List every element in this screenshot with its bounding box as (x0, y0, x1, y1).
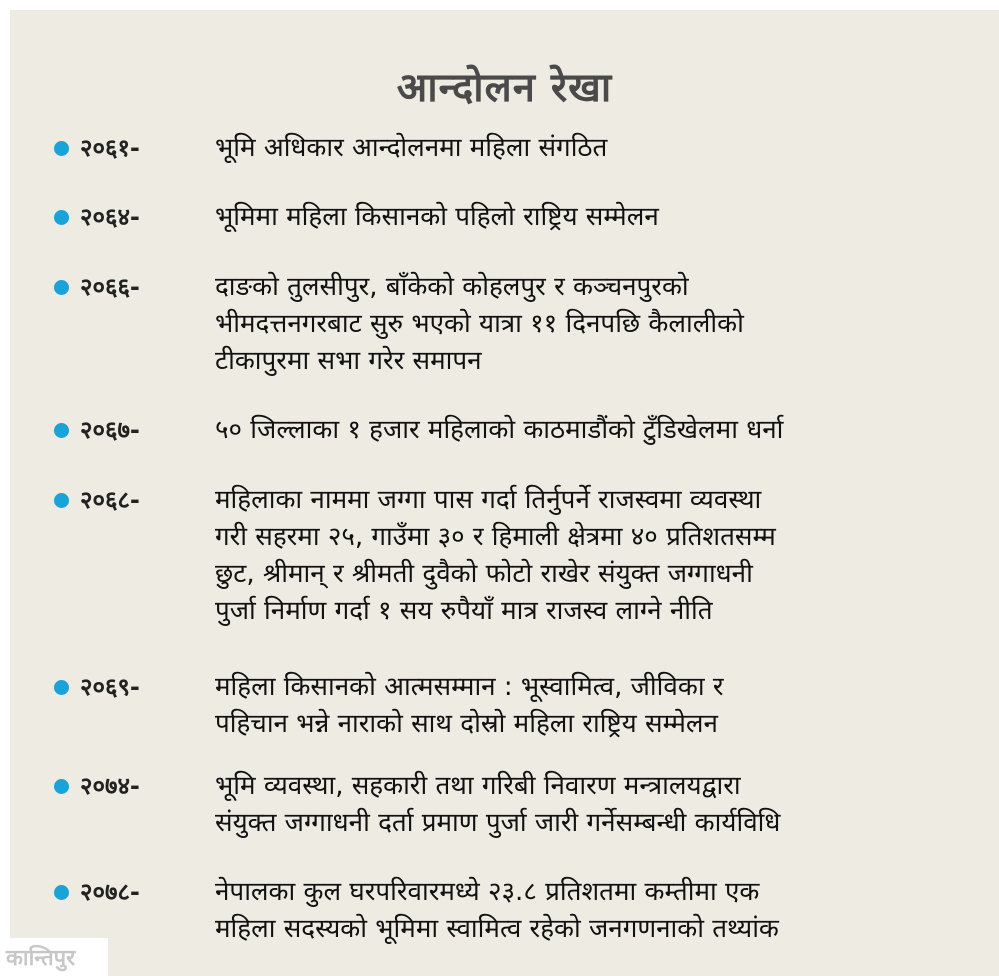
timeline-year: २०६१- (80, 134, 140, 162)
bullet-dot-icon (54, 779, 69, 794)
timeline-year: २०६८- (80, 486, 140, 514)
timeline-description (215, 132, 975, 169)
description-line: भीमदत्तनगरबाट सुरु भएको यात्रा ११ दिनपछि कैलालीको (215, 309, 744, 339)
bullet-dot-icon (54, 885, 69, 900)
timeline-panel (10, 10, 999, 976)
bullet-dot-icon (54, 680, 69, 695)
description-line: भूमि अधिकार आन्दोलनमा महिला संगठित (215, 133, 608, 163)
bullet-dot-icon (54, 423, 69, 438)
description-line: महिला किसानको आत्मसम्मान : भूस्वामित्व, जीविका र (215, 672, 724, 702)
timeline-year: २०६९- (80, 673, 140, 701)
timeline-year: २०७४- (80, 772, 140, 800)
description-line: महिला सदस्यको भूमिमा स्वामित्व रहेको जनगणनाको तथ्यांक (215, 914, 779, 944)
description-line: भूमि व्यवस्था, सहकारी तथा गरिबी निवारण मन्त्रालयद्वारा (215, 771, 741, 801)
description-line: महिलाका नाममा जग्गा पास गर्दा तिर्नुपर्ने राजस्वमा व्यवस्था (215, 485, 762, 515)
timeline-year: २०६७- (80, 416, 140, 444)
kantipur-logo (0, 938, 108, 976)
timeline-description (215, 770, 975, 844)
timeline-description (215, 201, 975, 238)
timeline-year: २०६४- (80, 203, 140, 231)
timeline-description (215, 876, 975, 950)
timeline-description (215, 484, 975, 632)
description-line: पहिचान भन्ने नाराको साथ दोस्रो महिला राष्ट्रिय सम्मेलन (215, 709, 718, 739)
description-line: गरी सहरमा २५, गाउँमा ३० र हिमाली क्षेत्रमा ४० प्रतिशतसम्म (215, 522, 776, 552)
timeline-description (215, 271, 975, 382)
description-line: टीकापुरमा सभा गरेर समापन (215, 346, 482, 376)
description-line: दाङको तुलसीपुर, बाँकेको कोहलपुर र कञ्चनपुरको (215, 272, 689, 302)
bullet-dot-icon (54, 141, 69, 156)
timeline-description (215, 671, 975, 745)
timeline-description (215, 414, 975, 451)
bullet-dot-icon (54, 493, 69, 508)
bullet-dot-icon (54, 210, 69, 225)
description-line: भूमिमा महिला किसानको पहिलो राष्ट्रिय सम्मेलन (215, 202, 659, 232)
description-line: ५० जिल्लाका १ हजार महिलाको काठमाडौंको टुँडिखेलमा धर्ना (215, 415, 784, 445)
page-title: आन्दोलन रेखा (396, 65, 613, 111)
bullet-dot-icon (54, 280, 69, 295)
timeline-year: २०६६- (80, 273, 140, 301)
description-line: पुर्जा निर्माण गर्दा १ सय रुपैयाँ मात्र राजस्व लाग्ने नीति (215, 596, 713, 626)
description-line: नेपालका कुल घरपरिवारमध्ये २३.८ प्रतिशतमा कम्तीमा एक (215, 877, 760, 907)
timeline-year: २०७८- (80, 878, 140, 906)
description-line: छुट, श्रीमान् र श्रीमती दुवैको फोटो राखेर संयुक्त जग्गाधनी (215, 559, 753, 589)
logo-text: कान्तिपुर (6, 945, 76, 971)
description-line: संयुक्त जग्गाधनी दर्ता प्रमाण पुर्जा जारी गर्नेसम्बन्धी कार्यविधि (215, 808, 781, 838)
